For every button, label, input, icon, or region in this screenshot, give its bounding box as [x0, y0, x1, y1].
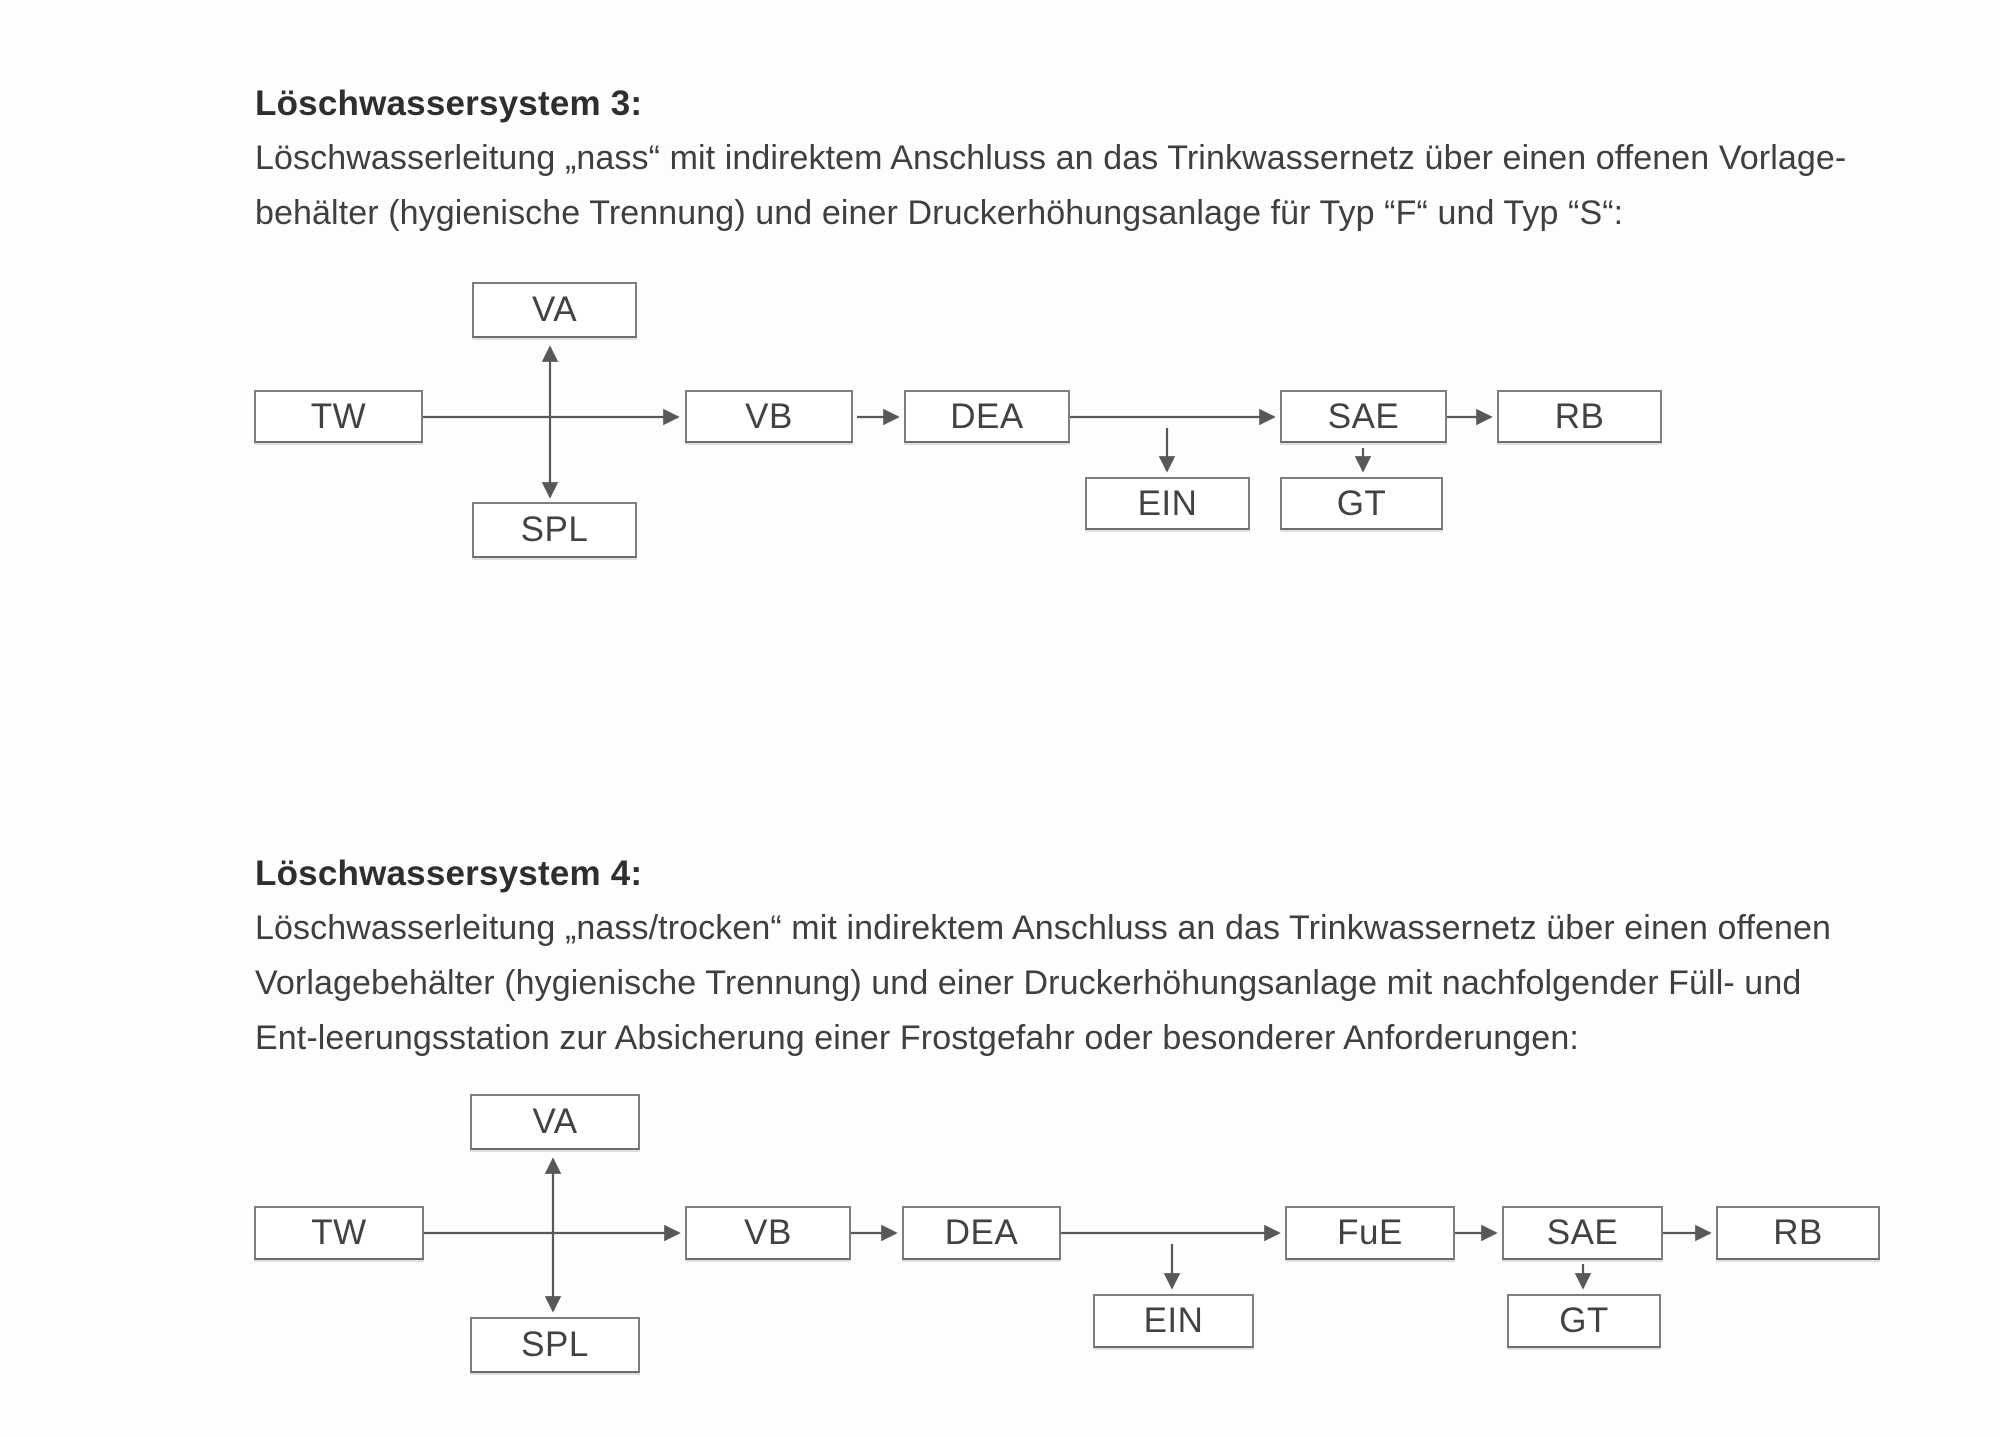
- node-gt: GT: [1280, 477, 1443, 530]
- node-spl: SPL: [470, 1317, 640, 1373]
- node-dea: DEA: [904, 390, 1070, 443]
- node-tw: TW: [254, 1206, 424, 1260]
- section-1: [255, 76, 1935, 241]
- node-vb: VB: [685, 1206, 851, 1260]
- section-2: [255, 846, 1935, 1066]
- flow-diagram-1: [0, 260, 2000, 590]
- section-1-line-2: behälter (hygienische Trennung) und einer Druckerhöhungsanlage für Typ “F“ und Typ “S“:: [255, 194, 1624, 232]
- node-fue: FuE: [1285, 1206, 1455, 1260]
- node-va: VA: [470, 1094, 640, 1150]
- node-sae: SAE: [1280, 390, 1447, 443]
- node-rb: RB: [1716, 1206, 1880, 1260]
- node-ein: EIN: [1093, 1294, 1254, 1348]
- section-2-line-1: Löschwasserleitung „nass/trocken“ mit indirektem Anschluss an das Trinkwassernetz über einen offenen: [255, 909, 1832, 947]
- node-spl: SPL: [472, 502, 637, 558]
- section-1-heading: Löschwassersystem 3:: [255, 84, 643, 123]
- node-dea: DEA: [902, 1206, 1061, 1260]
- section-1-line-1: Löschwasserleitung „nass“ mit indirektem Anschluss an das Trinkwassernetz über einen offenen Vorlage-: [255, 139, 1847, 177]
- node-rb: RB: [1497, 390, 1662, 443]
- section-2-line-3: Ent-leerungsstation zur Absicherung einer Frostgefahr oder besonderer Anforderungen:: [255, 1019, 1579, 1057]
- section-2-line-2: Vorlagebehälter (hygienische Trennung) und einer Druckerhöhungsanlage mit nachfolgender Füll- und: [255, 964, 1802, 1002]
- node-sae: SAE: [1502, 1206, 1663, 1260]
- node-tw: TW: [254, 390, 423, 443]
- flow-diagram-2: [0, 1080, 2000, 1437]
- node-va: VA: [472, 282, 637, 338]
- section-2-heading: Löschwassersystem 4:: [255, 854, 643, 893]
- node-vb: VB: [685, 390, 853, 443]
- node-ein: EIN: [1085, 477, 1250, 530]
- node-gt: GT: [1507, 1294, 1661, 1348]
